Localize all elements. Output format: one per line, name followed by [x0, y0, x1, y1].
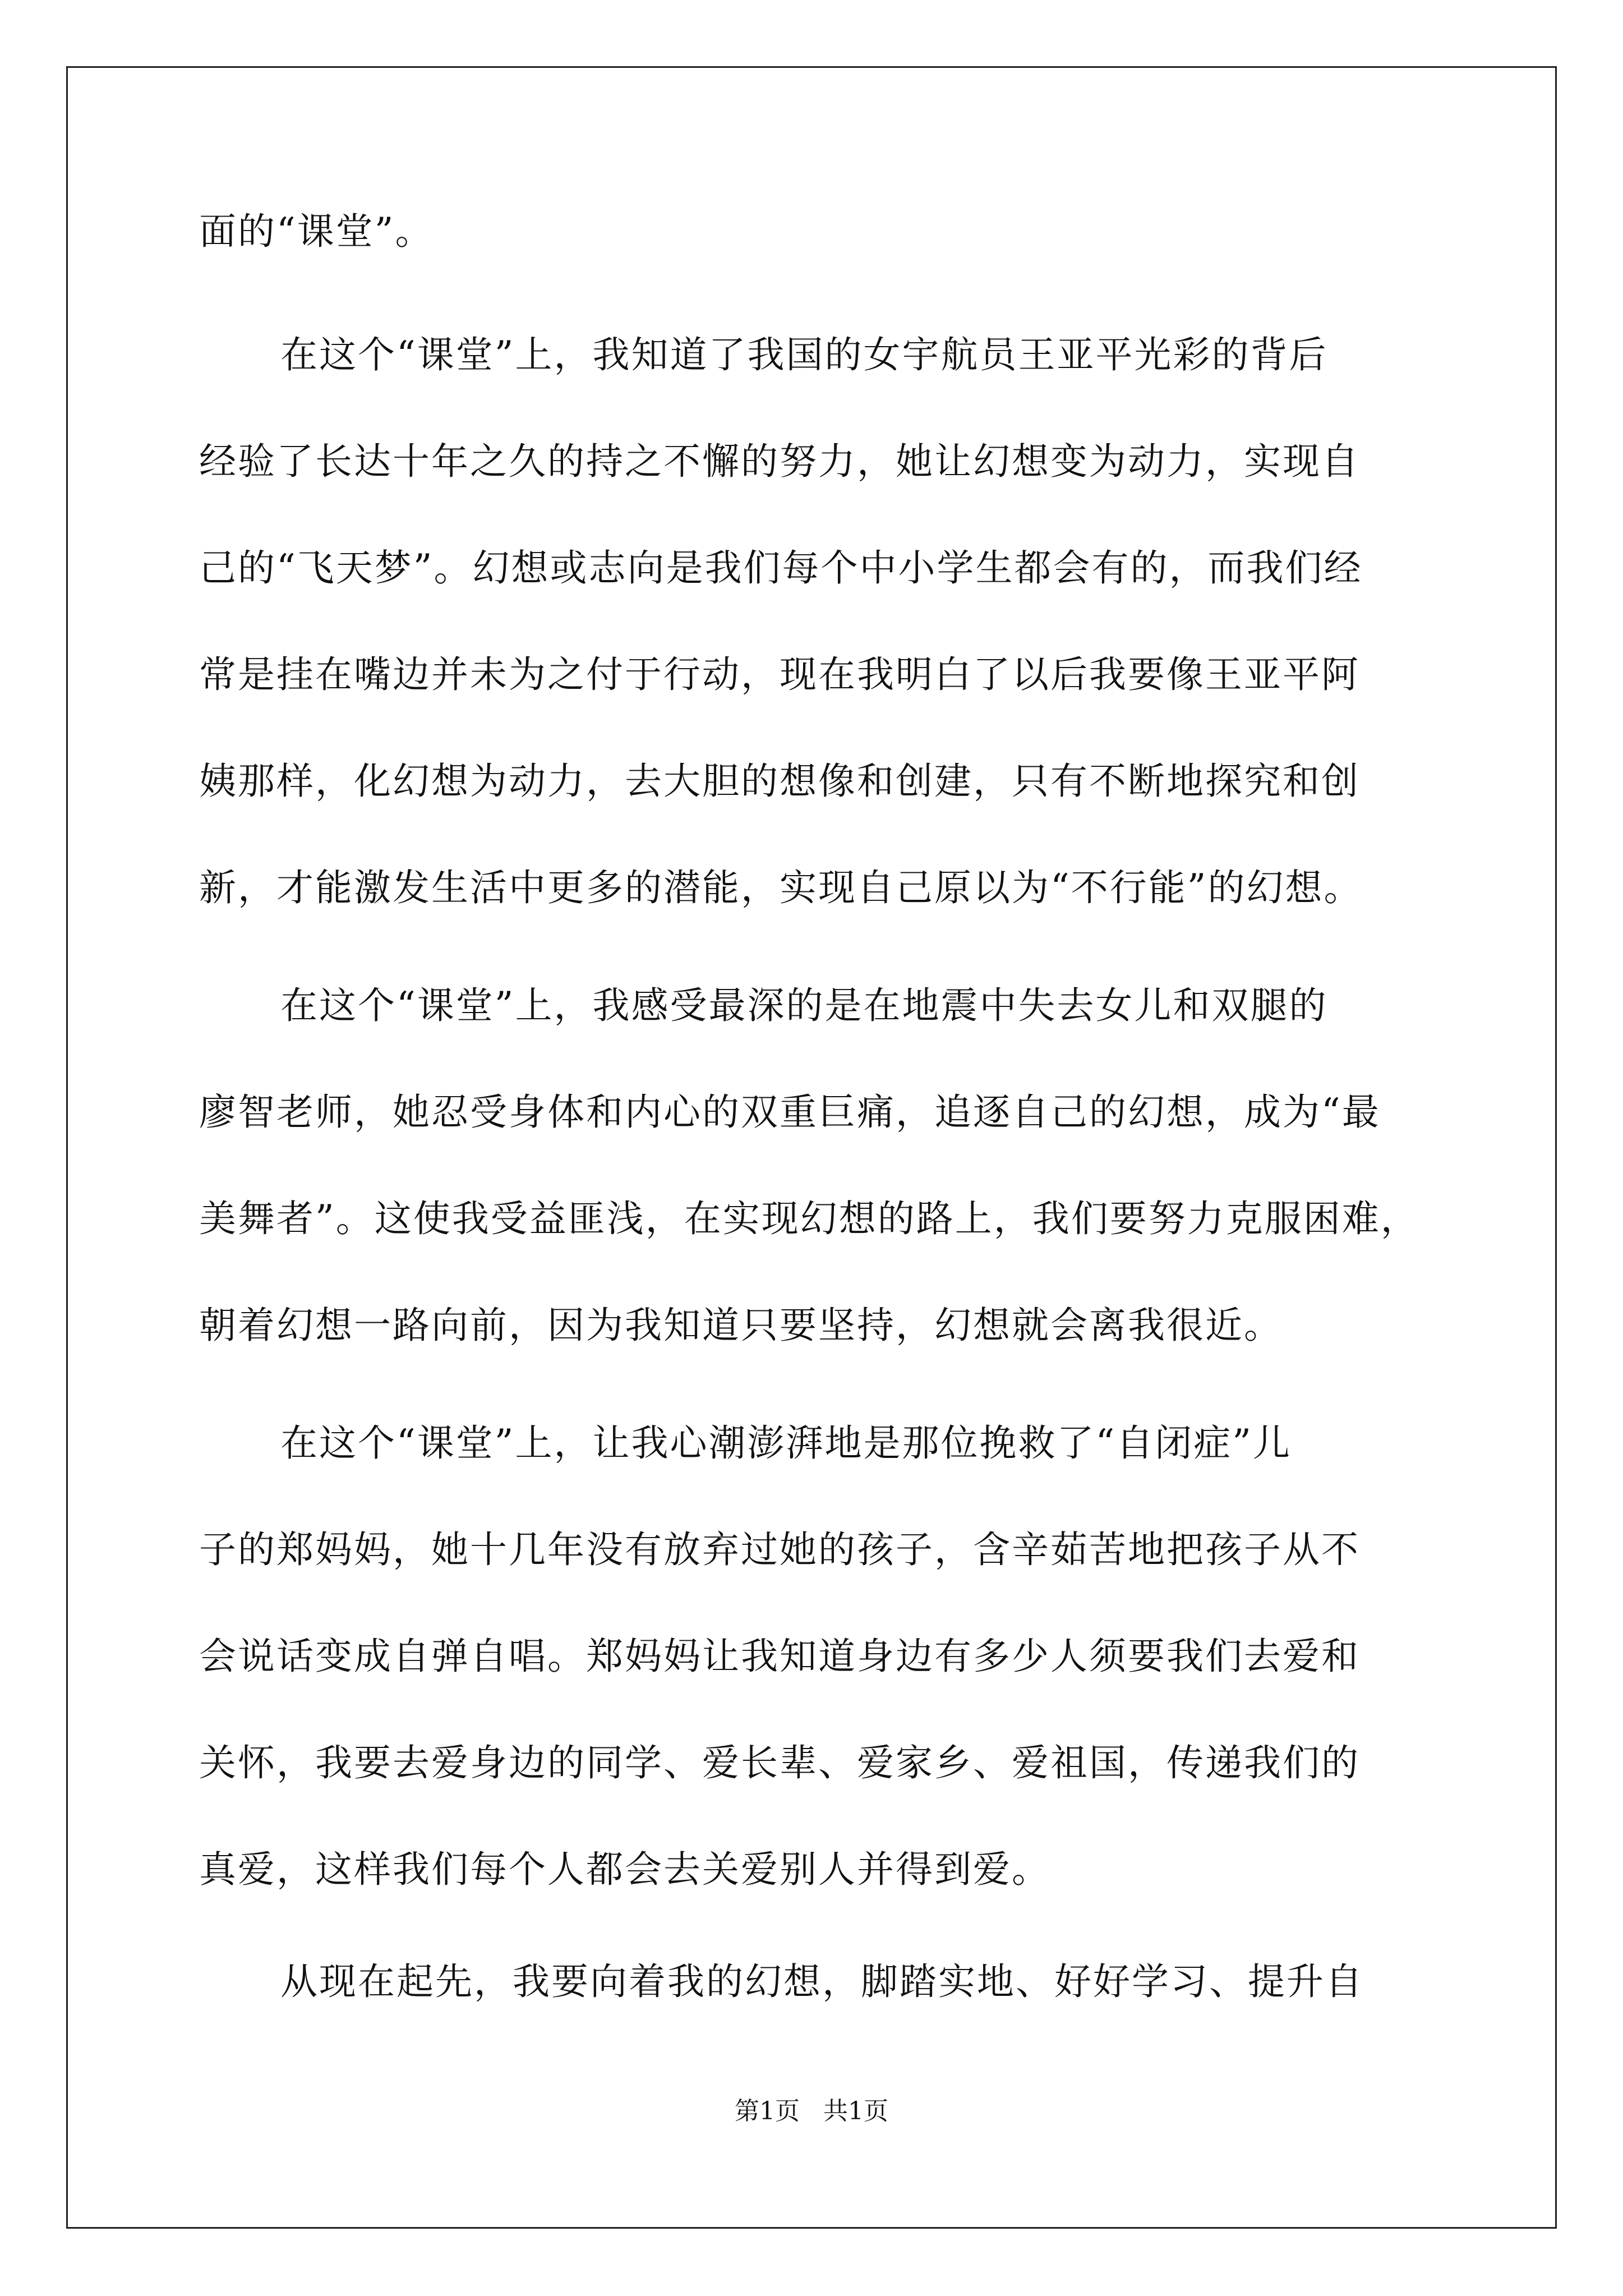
text-line: 关怀，我要去爱身边的同学、爱长辈、爱家乡、爱祖国，传递我们的 [199, 1741, 1360, 1784]
text-line: 面的“课堂”。 [199, 210, 434, 253]
text-line: 子的郑妈妈，她十几年没有放弃过她的孩子，含辛茹苦地把孩子从不 [199, 1528, 1360, 1571]
text-line: 常是挂在嘴边并未为之付于行动，现在我明白了以后我要像王亚平阿 [199, 653, 1360, 696]
page-number-footer: 第1页 共1页 [735, 2097, 888, 2125]
text-line: 真爱，这样我们每个人都会去关爱别人并得到爱。 [199, 1848, 1050, 1891]
text-line: 经验了长达十年之久的持之不懈的努力，她让幻想变为动力，实现自 [199, 440, 1360, 483]
text-line: 在这个“课堂”上，我知道了我国的女宇航员王亚平光彩的背后 [280, 333, 1328, 376]
text-line: 姨那样，化幻想为动力，去大胆的想像和创建，只有不断地探究和创 [199, 760, 1360, 803]
text-line: 朝着幻想一路向前，因为我知道只要坚持，幻想就会离我很近。 [199, 1304, 1283, 1347]
text-line: 己的“飞天梦”。幻想或志向是我们每个中小学生都会有的，而我们经 [199, 546, 1363, 590]
text-line: 新，才能激发生活中更多的潜能，实现自己原以为“不行能”的幻想。 [199, 866, 1363, 909]
text-line: 会说话变成自弹自唱。郑妈妈让我知道身边有多少人须要我们去爱和 [199, 1635, 1360, 1678]
text-line: 在这个“课堂”上，我感受最深的是在地震中失去女儿和双腿的 [280, 984, 1328, 1027]
text-line: 廖智老师，她忍受身体和内心的双重巨痛，追逐自己的幻想，成为“最 [199, 1091, 1381, 1134]
text-line: 美舞者”。这使我受益匪浅，在实现幻想的路上，我们要努力克服困难， [199, 1197, 1419, 1240]
text-line: 从现在起先，我要向着我的幻想，脚踏实地、好好学习、提升自 [280, 1960, 1364, 2003]
text-line: 在这个“课堂”上，让我心潮澎湃地是那位挽救了“自闭症”儿 [280, 1421, 1292, 1465]
